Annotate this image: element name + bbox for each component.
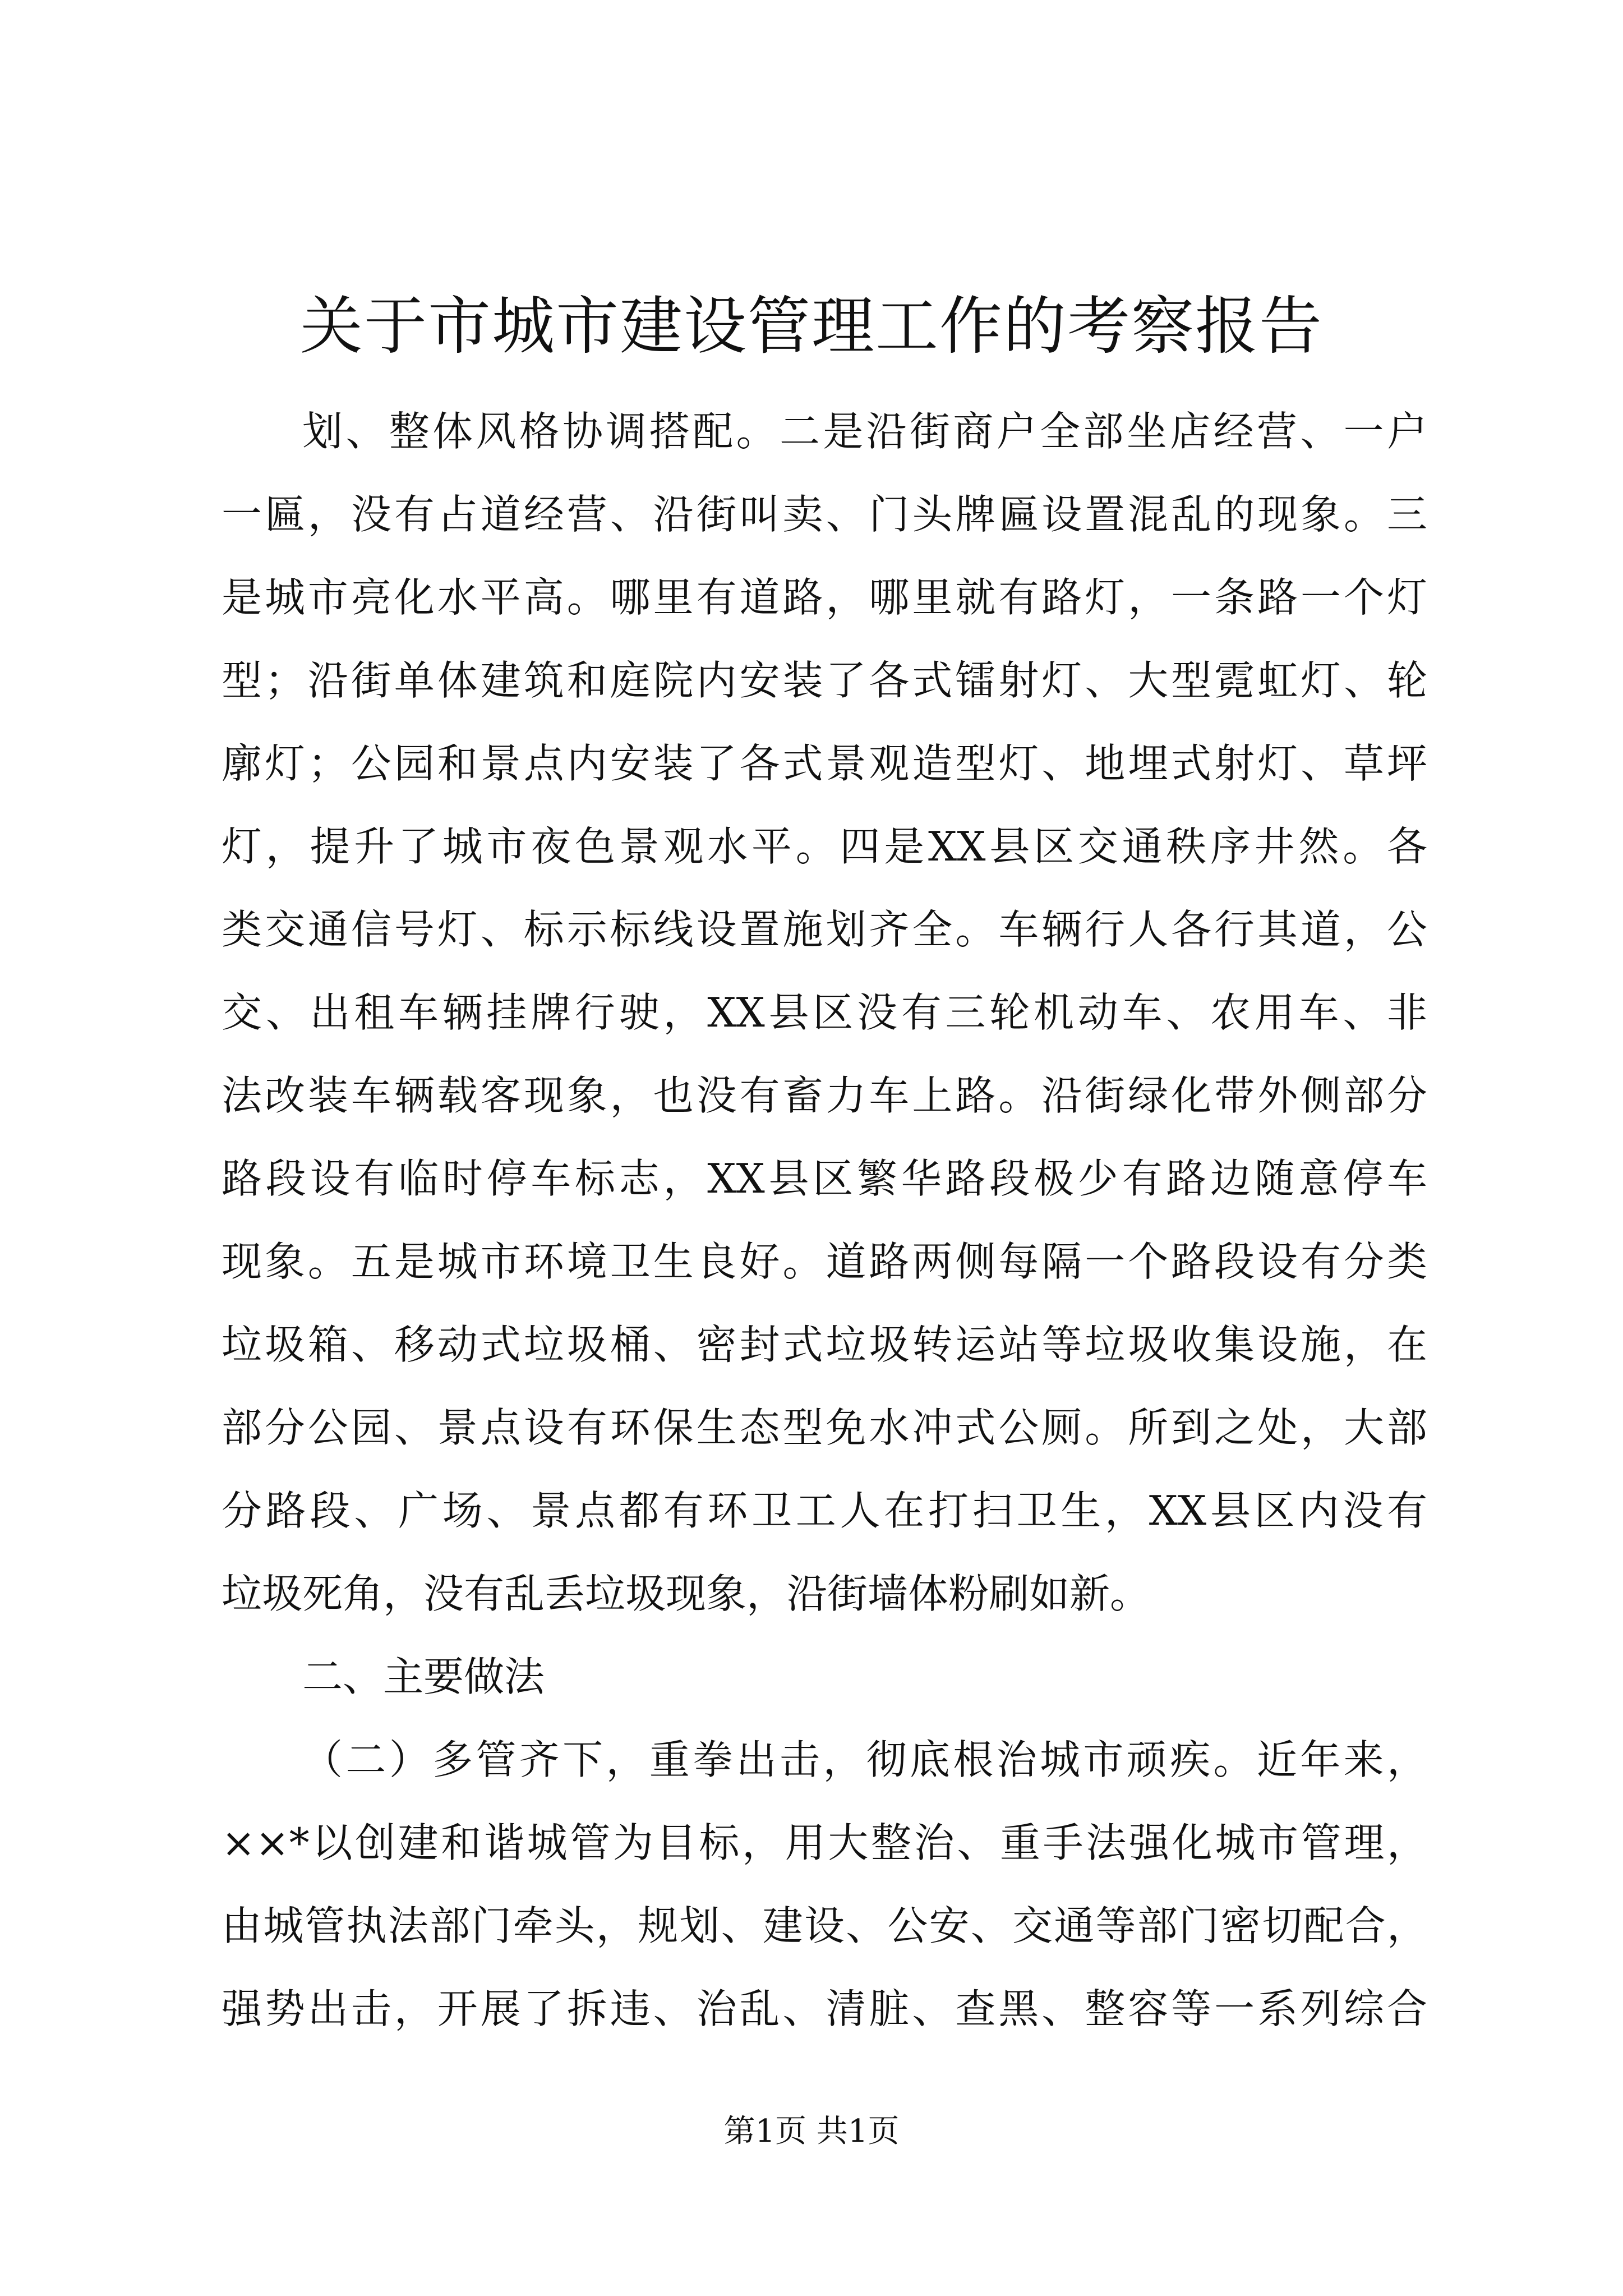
- paragraph-line: 部分公园、景点设有环保生态型免水冲式公厕。所到之处，大部: [222, 1404, 1427, 1451]
- paragraph-line: 强势出击，开展了拆违、治乱、清脏、查黑、整容等一系列综合: [222, 1985, 1427, 2032]
- paragraph-line: 由城管执法部门牵头，规划、建设、公安、交通等部门密切配合，: [222, 1902, 1427, 1949]
- paragraph-line: 垃圾箱、移动式垃圾桶、密封式垃圾转运站等垃圾收集设施，在: [222, 1321, 1427, 1368]
- section-heading: 二、主要做法: [302, 1653, 545, 1700]
- paragraph-line: 廓灯；公园和景点内安装了各式景观造型灯、地埋式射灯、草坪: [222, 740, 1427, 787]
- paragraph-line: 交、出租车辆挂牌行驶，XX县区没有三轮机动车、农用车、非: [222, 989, 1427, 1036]
- paragraph-line: （二）多管齐下，重拳出击，彻底根治城市顽疾。近年来，: [302, 1736, 1427, 1783]
- paragraph-line: 现象。五是城市环境卫生良好。道路两侧每隔一个路段设有分类: [222, 1238, 1427, 1285]
- paragraph-line: 分路段、广场、景点都有环卫工人在打扫卫生，XX县区内没有: [222, 1487, 1427, 1534]
- paragraph-line: 类交通信号灯、标示标线设置施划齐全。车辆行人各行其道，公: [222, 906, 1427, 953]
- page-footer: 第1页 共1页: [723, 2113, 900, 2150]
- paragraph-line: 一匾，没有占道经营、沿街叫卖、门头牌匾设置混乱的现象。三: [222, 491, 1427, 538]
- paragraph-line: 路段设有临时停车标志，XX县区繁华路段极少有路边随意停车: [222, 1155, 1427, 1202]
- paragraph-line: 是城市亮化水平高。哪里有道路，哪里就有路灯，一条路一个灯: [222, 574, 1427, 621]
- paragraph-line: 型；沿街单体建筑和庭院内安装了各式镭射灯、大型霓虹灯、轮: [222, 657, 1427, 704]
- document-body: [222, 390, 1427, 2050]
- paragraph-line: 划、整体风格协调搭配。二是沿街商户全部坐店经营、一户: [302, 408, 1427, 455]
- paragraph-line: 法改装车辆载客现象，也没有畜力车上路。沿街绿化带外侧部分: [222, 1072, 1427, 1119]
- paragraph-line: ××*以创建和谐城管为目标，用大整治、重手法强化城市管理，: [222, 1819, 1427, 1866]
- document-title: 关于市城市建设管理工作的考察报告: [300, 290, 1323, 363]
- paragraph-line: 垃圾死角，没有乱丢垃圾现象，沿街墙体粉刷如新。: [222, 1570, 1151, 1617]
- paragraph-line: 灯，提升了城市夜色景观水平。四是XX县区交通秩序井然。各: [222, 823, 1427, 870]
